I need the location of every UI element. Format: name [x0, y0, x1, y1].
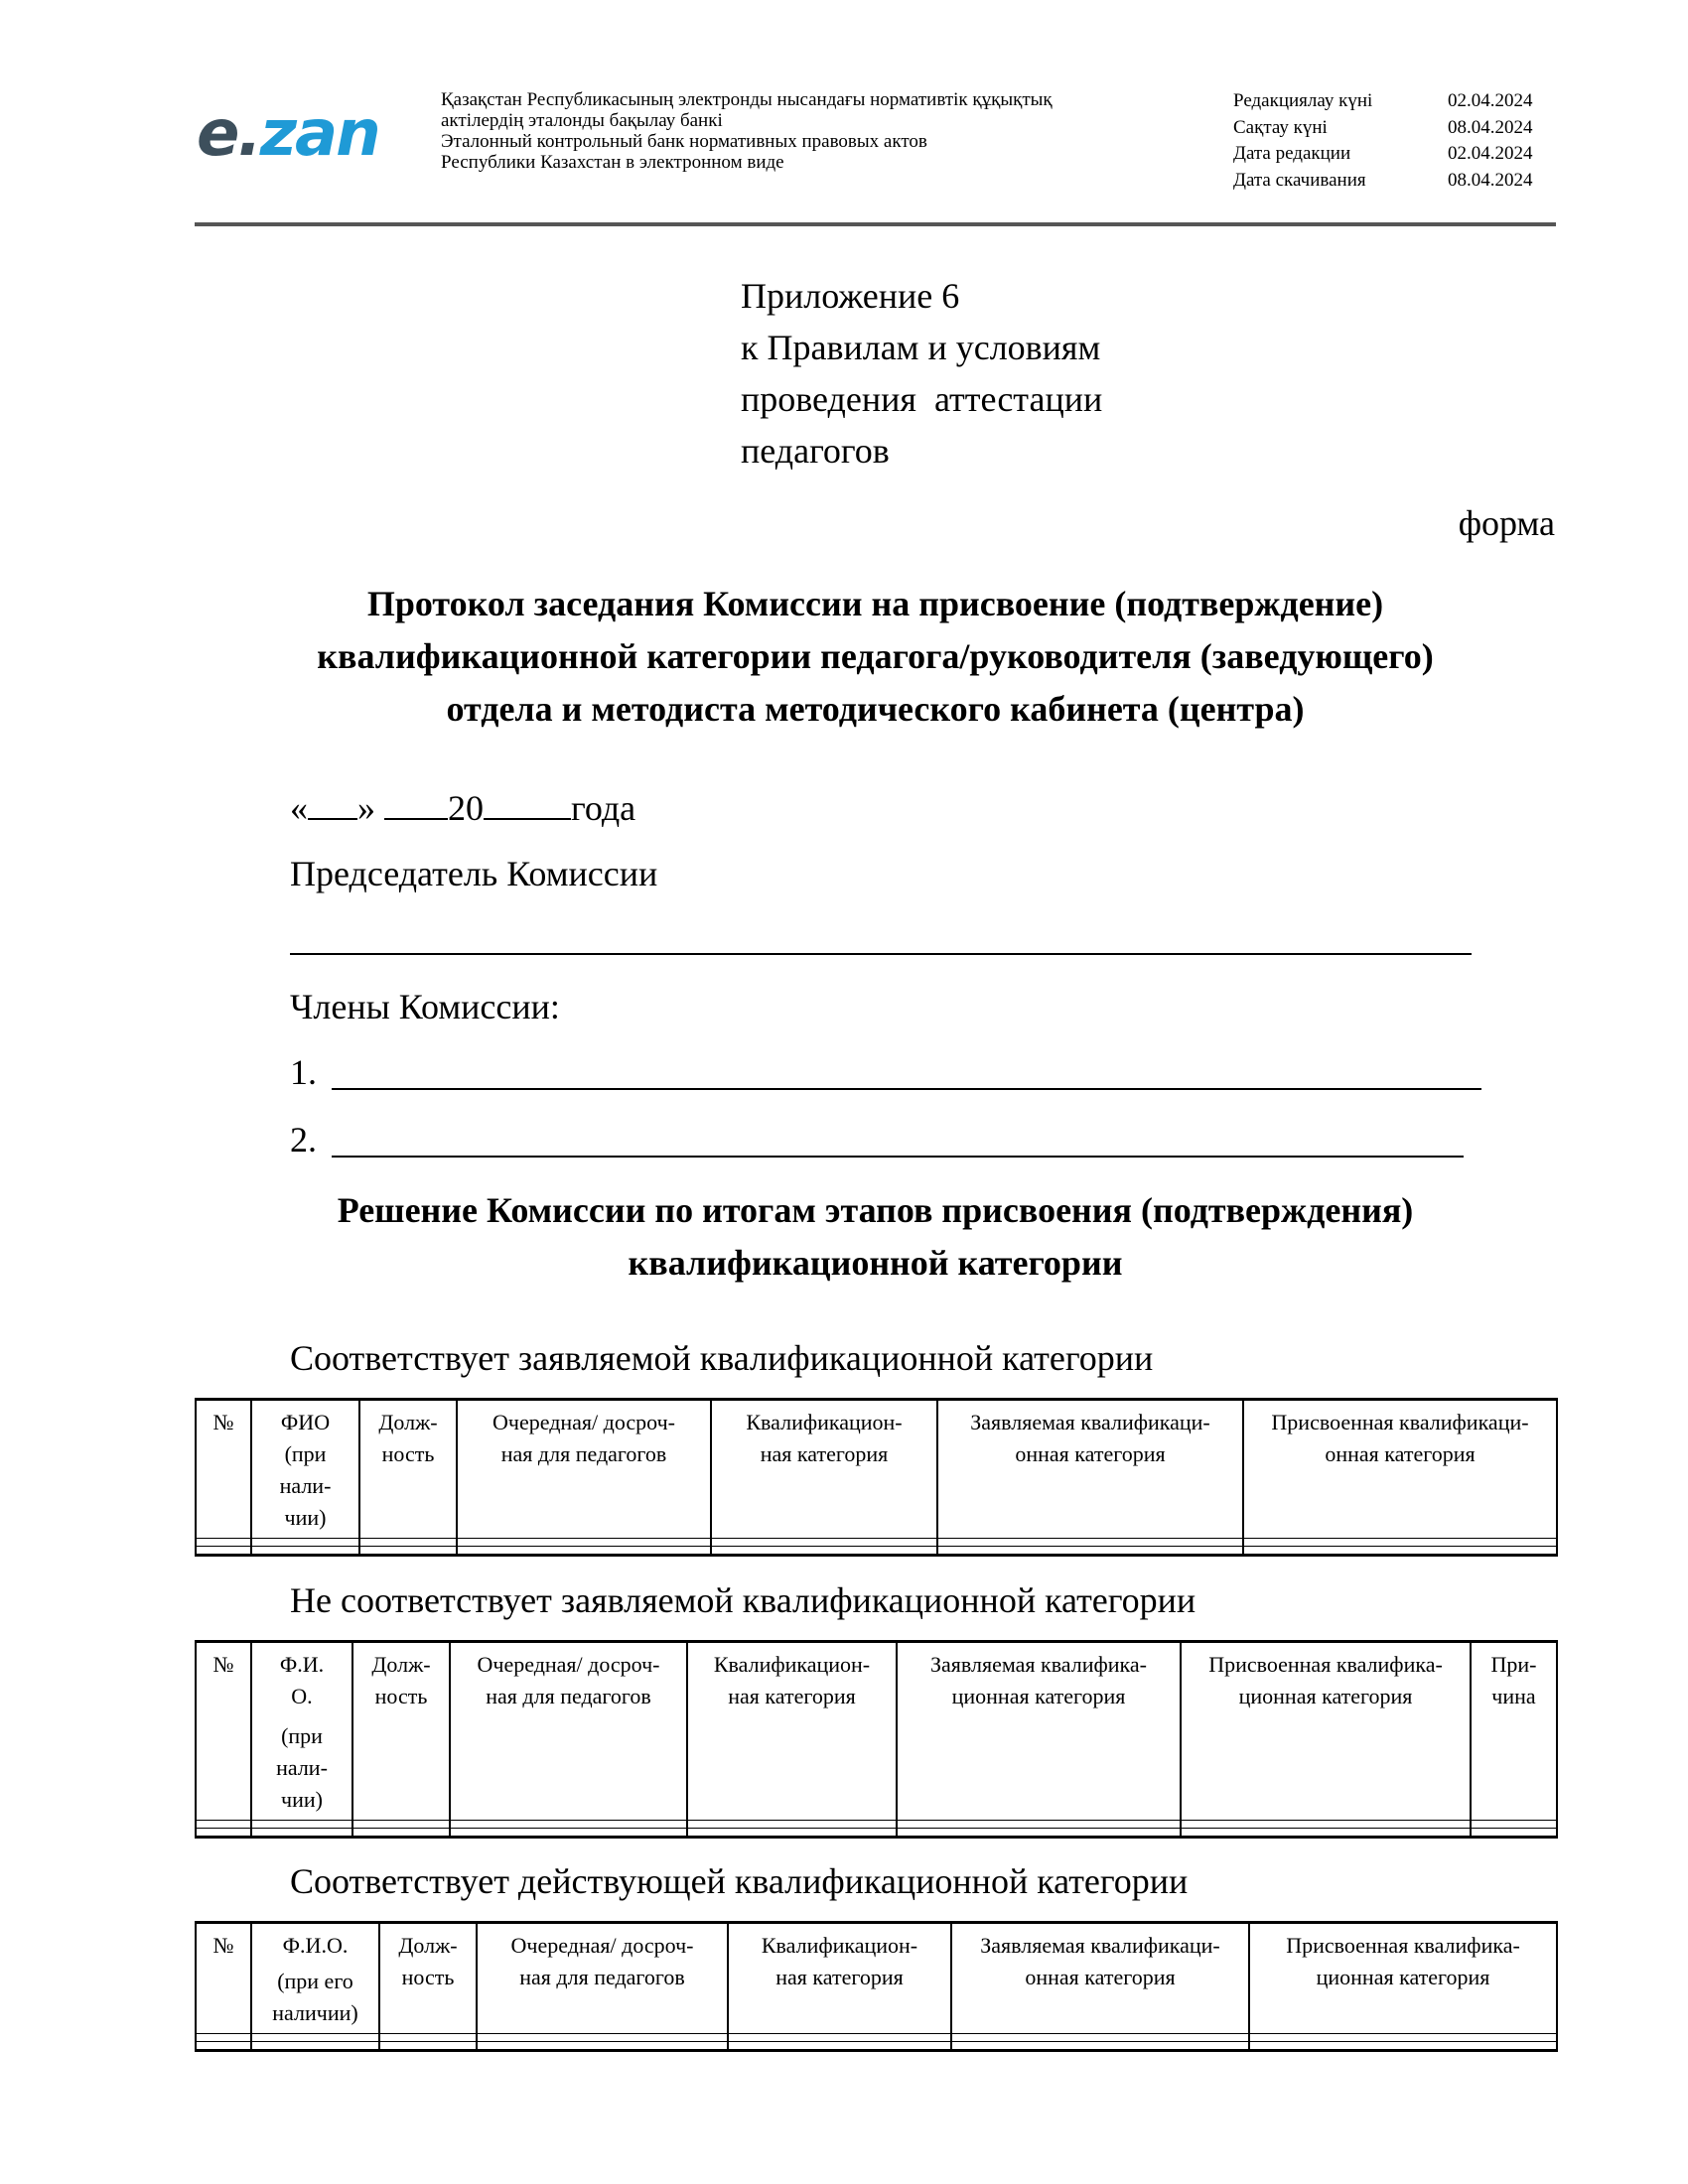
table-cell[interactable] — [477, 2042, 728, 2051]
document-title — [195, 578, 1556, 736]
table-cell[interactable] — [951, 2042, 1249, 2051]
column-header: Присвоенная квалификаци-онная категория — [1243, 1400, 1557, 1539]
header-line: Эталонный контрольный банк нормативных правовых актов — [441, 131, 927, 152]
member-2-line[interactable] — [332, 1156, 1464, 1158]
title-line: Протокол заседания Комиссии на присвоение (подтверждение) — [366, 584, 1384, 623]
form-label: форма — [1458, 503, 1555, 543]
table-cell[interactable] — [379, 2034, 477, 2042]
meta-value: 08.04.2024 — [1448, 169, 1533, 191]
column-header: Очередная/ досроч-ная для педагогов — [450, 1642, 687, 1821]
column-header: Долж-ность — [352, 1642, 450, 1821]
year-prefix: 20 — [448, 788, 484, 828]
column-header: Долж-ность — [379, 1923, 477, 2034]
table-cell[interactable] — [687, 1821, 897, 1829]
table-cell[interactable] — [450, 1821, 687, 1829]
column-header: ФИО (при нали-чии) — [251, 1400, 359, 1539]
column-header: Заявляемая квалификаци-онная категория — [951, 1923, 1249, 2034]
column-header: Заявляемая квалификаци-онная категория — [937, 1400, 1243, 1539]
section-label: Не соответствует заявляемой квалификационной категории — [290, 1580, 1196, 1620]
table-cell[interactable] — [457, 1539, 711, 1547]
column-header-text: Ф.И.О. — [282, 1933, 349, 1958]
table-cell[interactable] — [687, 1829, 897, 1838]
header-line: Қазақстан Республикасының электронды нысандағы нормативтік құқықтық — [441, 89, 1053, 110]
meta-label: Редакциялау күні — [1233, 90, 1373, 111]
table-cell[interactable] — [1249, 2042, 1557, 2051]
column-header — [251, 1923, 379, 2034]
table-cell[interactable] — [1471, 1821, 1557, 1829]
column-header: Присвоенная квалифика-ционная категория — [1249, 1923, 1557, 2034]
meta-value: 08.04.2024 — [1448, 116, 1533, 138]
table-cell[interactable] — [1243, 1547, 1557, 1556]
table-cell[interactable] — [1249, 2034, 1557, 2042]
column-header-note: (при нали-чии) — [276, 1723, 328, 1812]
meta-row — [1233, 115, 1533, 142]
year-blank[interactable] — [484, 784, 571, 820]
column-header: № — [196, 1923, 251, 2034]
table-cell[interactable] — [251, 1829, 352, 1838]
table-cell[interactable] — [251, 1821, 352, 1829]
table-cell[interactable] — [477, 2034, 728, 2042]
column-header: Присвоенная квалифика-ционная категория — [1181, 1642, 1471, 1821]
meta-label: Дата скачивания — [1233, 169, 1366, 191]
table-cell[interactable] — [728, 2042, 951, 2051]
column-header: Квалификацион-ная категория — [687, 1642, 897, 1821]
table-cell[interactable] — [897, 1829, 1181, 1838]
table-cell[interactable] — [251, 2042, 379, 2051]
table-cell[interactable] — [937, 1539, 1243, 1547]
header-line: Республики Казахстан в электронном виде — [441, 152, 784, 173]
ezan-logo: e.zan — [197, 97, 379, 171]
column-header-note: (при его наличии) — [272, 1969, 358, 2025]
table-cell[interactable] — [359, 1547, 457, 1556]
date-open-quote: « — [290, 788, 308, 828]
day-blank[interactable] — [308, 784, 357, 820]
column-header-text: Ф.И. О. — [279, 1652, 325, 1708]
column-header — [251, 1642, 352, 1821]
current-category-table — [195, 1921, 1558, 2052]
table-cell[interactable] — [251, 2034, 379, 2042]
table-cell[interactable] — [196, 1547, 251, 1556]
table-cell[interactable] — [359, 1539, 457, 1547]
table-cell[interactable] — [1471, 1829, 1557, 1838]
column-header: № — [196, 1642, 251, 1821]
meta-label: Сақтау күні — [1233, 116, 1328, 138]
table-cell[interactable] — [711, 1547, 937, 1556]
nonconformity-table — [195, 1640, 1558, 1839]
title-line: квалификационной категории — [628, 1243, 1123, 1283]
table-cell[interactable] — [1181, 1829, 1471, 1838]
chairman-signature-line[interactable] — [290, 953, 1472, 955]
header-source-text — [441, 89, 1053, 173]
section-label: Соответствует действующей квалификационной категории — [290, 1861, 1189, 1901]
column-header: Квалификацион-ная категория — [711, 1400, 937, 1539]
table-cell[interactable] — [352, 1829, 450, 1838]
qualification-table — [195, 1398, 1558, 1557]
members-label: Члены Комиссии: — [290, 987, 560, 1026]
title-line: квалификационной категории педагога/руководителя (заведующего) — [317, 636, 1434, 676]
table-cell[interactable] — [251, 1539, 359, 1547]
header-line: актілердің эталонды бақылау банкі — [441, 110, 723, 131]
table-cell[interactable] — [196, 1539, 251, 1547]
table-cell[interactable] — [196, 1829, 251, 1838]
meta-row — [1233, 168, 1533, 195]
table-cell[interactable] — [1181, 1821, 1471, 1829]
month-blank[interactable] — [384, 784, 448, 820]
column-header: Очередная/ досроч-ная для педагогов — [477, 1923, 728, 2034]
appendix-reference — [741, 270, 1102, 477]
meta-row — [1233, 141, 1533, 168]
column-header: При-чина — [1471, 1642, 1557, 1821]
title-line: отдела и методиста методического кабинета (центра) — [446, 689, 1305, 729]
date-line — [290, 784, 635, 830]
appendix-line: педагогов — [741, 431, 890, 471]
appendix-line: проведения аттестации — [741, 379, 1103, 419]
table-cell[interactable] — [450, 1829, 687, 1838]
table-cell[interactable] — [196, 2034, 251, 2042]
decision-title — [195, 1184, 1556, 1290]
chairman-label: Председатель Комиссии — [290, 854, 658, 893]
column-header: № — [196, 1400, 251, 1539]
column-header: Заявляемая квалифика-ционная категория — [897, 1642, 1181, 1821]
member-1-line[interactable] — [332, 1088, 1481, 1090]
meta-row — [1233, 88, 1533, 115]
meta-label: Дата редакции — [1233, 143, 1351, 164]
table-cell[interactable] — [951, 2034, 1249, 2042]
header-meta — [1233, 88, 1533, 194]
header-divider — [195, 222, 1556, 226]
member-number: 2. — [290, 1120, 317, 1160]
title-line: Решение Комиссии по итогам этапов присвоения (подтверждения) — [337, 1190, 1414, 1230]
table-cell[interactable] — [196, 2042, 251, 2051]
meta-value: 02.04.2024 — [1448, 90, 1533, 111]
table-cell[interactable] — [251, 1547, 359, 1556]
member-number: 1. — [290, 1052, 317, 1092]
appendix-line: Приложение 6 — [741, 276, 960, 316]
table-cell[interactable] — [897, 1821, 1181, 1829]
table-cell[interactable] — [728, 2034, 951, 2042]
table-cell[interactable] — [379, 2042, 477, 2051]
table-cell[interactable] — [711, 1539, 937, 1547]
table-cell[interactable] — [457, 1547, 711, 1556]
date-close-quote: » — [357, 788, 375, 828]
column-header: Долж-ность — [359, 1400, 457, 1539]
year-suffix: года — [571, 788, 636, 828]
appendix-line: к Правилам и условиям — [741, 328, 1101, 367]
column-header: Квалификацион-ная категория — [728, 1923, 951, 2034]
table-cell[interactable] — [937, 1547, 1243, 1556]
column-header: Очередная/ досроч-ная для педагогов — [457, 1400, 711, 1539]
table-cell[interactable] — [1243, 1539, 1557, 1547]
section-label: Соответствует заявляемой квалификационной категории — [290, 1338, 1154, 1378]
meta-value: 02.04.2024 — [1448, 143, 1533, 164]
table-cell[interactable] — [196, 1821, 251, 1829]
table-cell[interactable] — [352, 1821, 450, 1829]
